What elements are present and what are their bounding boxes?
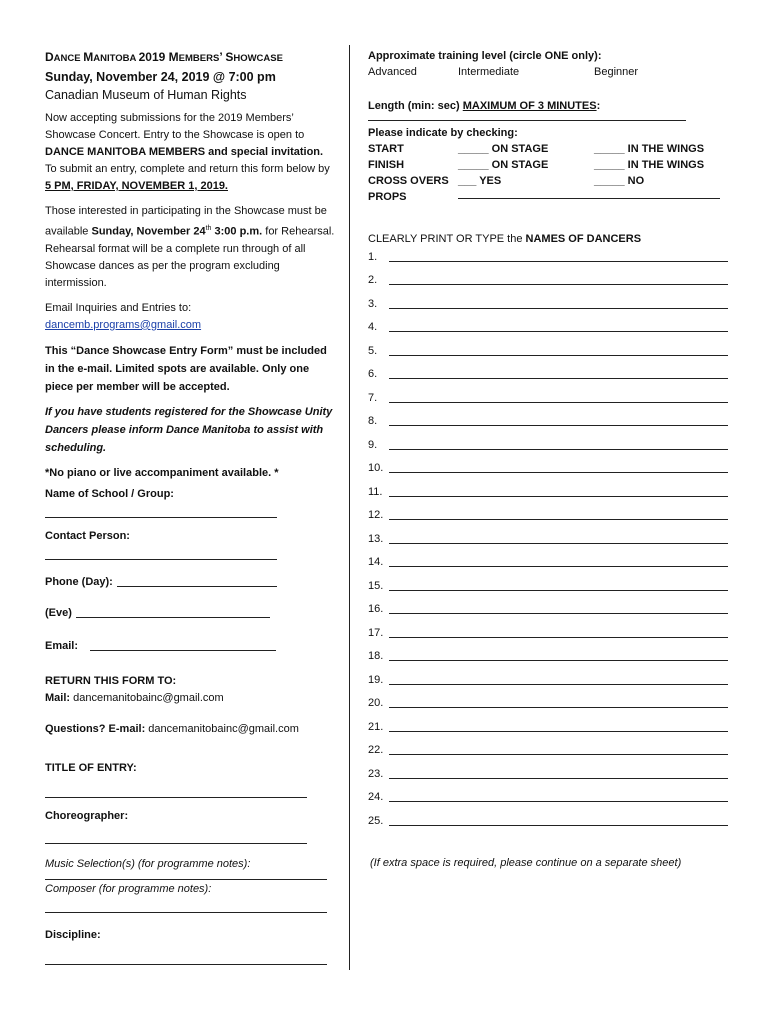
- event-venue: Canadian Museum of Human Rights: [45, 88, 247, 102]
- checking-grid: [368, 141, 728, 205]
- composer-field[interactable]: [45, 898, 327, 913]
- length-field[interactable]: [368, 114, 686, 121]
- dancer-row: [368, 805, 728, 829]
- props-field[interactable]: [458, 189, 720, 199]
- dancer-number: 8.: [368, 415, 378, 427]
- dancer-row: [368, 782, 728, 806]
- dancer-name-field[interactable]: [389, 462, 728, 473]
- right-column: [368, 48, 728, 871]
- dancer-list: [368, 241, 728, 829]
- dancer-name-field[interactable]: [389, 251, 728, 262]
- dancer-number: 4.: [368, 321, 378, 333]
- dancer-row: [368, 570, 728, 594]
- training-option-advanced[interactable]: Advanced: [368, 66, 417, 78]
- dancer-number: 1.: [368, 250, 378, 263]
- dancer-row: [368, 641, 728, 665]
- questions-value: dancemanitobainc@gmail.com: [145, 722, 299, 735]
- phone-day-label: Phone (Day):: [45, 575, 113, 588]
- dancer-row: [368, 711, 728, 735]
- dancer-row: [368, 758, 728, 782]
- finish-label: FINISH: [368, 159, 405, 171]
- title-part: 2019: [138, 50, 169, 64]
- school-label: Name of School / Group:: [45, 487, 174, 500]
- entry-title-label: TITLE OF ENTRY:: [45, 761, 137, 774]
- dancer-number: 15.: [368, 579, 384, 592]
- accompaniment-note: *No piano or live accompaniment available. *: [45, 466, 279, 479]
- dancer-name-field[interactable]: [389, 580, 728, 591]
- contact-field[interactable]: [45, 545, 277, 560]
- dancer-name-field[interactable]: [389, 556, 728, 567]
- training-option-beginner[interactable]: Beginner: [594, 66, 639, 78]
- form-inclusion-note: This “Dance Showcase Entry Form” must be included in the e-mail. Limited spots are available. Only one piece per member will be accepted.: [45, 344, 327, 393]
- phone-day-row: [45, 574, 335, 591]
- text: CLEARLY PRINT OR TYPE the: [368, 233, 526, 245]
- unity-dancers-note: If you have students registered for the Showcase Unity Dancers please inform Dance Manitoba to assist with scheduling.: [45, 405, 333, 454]
- column-divider: [349, 45, 350, 970]
- training-options: [368, 64, 728, 80]
- phone-day-field[interactable]: [117, 574, 277, 587]
- questions-label: Questions? E-mail:: [45, 722, 146, 735]
- music-field[interactable]: [45, 873, 327, 880]
- dancer-name-field[interactable]: [389, 721, 728, 732]
- dancer-number: 14.: [368, 556, 384, 568]
- form-title: [45, 48, 335, 68]
- dancer-name-field[interactable]: [389, 486, 728, 497]
- phone-eve-field[interactable]: [76, 605, 270, 618]
- dancer-name-field[interactable]: [389, 298, 728, 309]
- dancer-name-field[interactable]: [389, 650, 728, 661]
- dancer-row: [368, 453, 728, 477]
- finish-in-wings[interactable]: _____ IN THE WINGS: [594, 159, 705, 171]
- dancer-number: 9.: [368, 438, 378, 451]
- dancer-number: 16.: [368, 603, 384, 615]
- dancer-name-field[interactable]: [389, 815, 728, 826]
- start-in-wings[interactable]: _____ IN THE WINGS: [594, 143, 705, 155]
- text: Sunday, November 24: [91, 225, 206, 238]
- props-label: PROPS: [368, 191, 407, 203]
- title-part: S: [225, 50, 234, 64]
- dancer-number: 25.: [368, 814, 384, 827]
- dancer-number: 10.: [368, 462, 384, 474]
- mail-label: Mail:: [45, 691, 71, 704]
- email-link[interactable]: dancemb.programs@gmail.com: [45, 318, 202, 331]
- text: Those interested in participating in the Showcase must be available: [45, 205, 327, 238]
- start-label: START: [368, 143, 404, 155]
- cross-overs-yes[interactable]: ___ YES: [458, 175, 502, 187]
- start-on-stage[interactable]: _____ ON STAGE: [458, 143, 549, 155]
- dancer-name-field[interactable]: [389, 415, 728, 426]
- dancer-number: 21.: [368, 720, 384, 733]
- title-part: EMBERS: [178, 53, 220, 64]
- deadline: 5 PM, FRIDAY, NOVEMBER 1, 2019.: [45, 180, 228, 192]
- dancer-name-field[interactable]: [389, 345, 728, 356]
- mail-line: [45, 690, 335, 707]
- text: Length (min: sec): [368, 100, 463, 112]
- dancer-name-field[interactable]: [389, 321, 728, 332]
- dancer-name-field[interactable]: [389, 392, 728, 403]
- checking-label: Please indicate by checking:: [368, 127, 518, 139]
- dancer-name-field[interactable]: [389, 439, 728, 450]
- dancer-name-field[interactable]: [389, 533, 728, 544]
- text: Now accepting submissions for the 2019 Members’ Showcase Concert. Entry to the Showcase is open to: [45, 112, 305, 141]
- dancer-name-field[interactable]: [389, 603, 728, 614]
- dancer-number: 22.: [368, 744, 384, 756]
- title-part: M: [168, 50, 179, 64]
- dancer-name-field[interactable]: [389, 509, 728, 520]
- rehearsal-paragraph: [45, 203, 335, 292]
- training-option-intermediate[interactable]: Intermediate: [458, 66, 520, 78]
- dancer-row: [368, 617, 728, 641]
- dancer-row: [368, 359, 728, 383]
- choreographer-label: Choreographer:: [45, 809, 129, 822]
- school-field[interactable]: [45, 503, 277, 518]
- music-label: Music Selection(s) (for programme notes):: [45, 857, 251, 870]
- dancer-row: [368, 335, 728, 359]
- dancer-name-field[interactable]: [389, 627, 728, 638]
- discipline-field[interactable]: [45, 950, 327, 965]
- dancer-row: [368, 664, 728, 688]
- cross-overs-no[interactable]: _____ NO: [594, 175, 645, 187]
- text: MAXIMUM OF 3 MINUTES: [462, 100, 597, 112]
- title-part: M: [83, 50, 94, 64]
- dancer-name-field[interactable]: [389, 791, 728, 802]
- dancer-number: 11.: [368, 485, 383, 498]
- dancer-row: [368, 406, 728, 430]
- title-part: ’: [219, 50, 226, 64]
- dancer-number: 18.: [368, 650, 384, 662]
- dancer-row: [368, 429, 728, 453]
- dancer-number: 17.: [368, 626, 384, 639]
- intro-paragraph: [45, 110, 335, 195]
- dancer-name-field[interactable]: [389, 697, 728, 708]
- dancer-name-field[interactable]: [389, 674, 728, 685]
- title-part: ANITOBA: [93, 53, 139, 64]
- training-label: Approximate training level (circle ONE only):: [368, 50, 602, 62]
- mail-value: dancemanitobainc@gmail.com: [70, 691, 224, 704]
- finish-on-stage[interactable]: _____ ON STAGE: [458, 159, 549, 171]
- dancer-row: [368, 265, 728, 289]
- dancer-number: 2.: [368, 274, 378, 286]
- dancer-number: 5.: [368, 344, 378, 357]
- email-label: Email:: [45, 639, 79, 652]
- text: To submit an entry, complete and return this form below by: [45, 163, 330, 175]
- dancer-row: [368, 523, 728, 547]
- phone-eve-label: (Eve): [45, 606, 72, 619]
- dancer-row: [368, 547, 728, 571]
- dancer-row: [368, 688, 728, 712]
- dancer-row: [368, 476, 728, 500]
- left-column: [45, 48, 335, 965]
- dancer-name-field[interactable]: [389, 274, 728, 285]
- dancer-name-field[interactable]: [389, 768, 728, 779]
- length-label: [368, 98, 728, 114]
- dancer-row: [368, 312, 728, 336]
- dancer-name-field[interactable]: [389, 368, 728, 379]
- questions-line: [45, 721, 335, 738]
- dancer-number: 20.: [368, 697, 384, 709]
- choreographer-field[interactable]: [45, 829, 307, 844]
- dancer-number: 6.: [368, 368, 378, 380]
- text: 3:00 p.m.: [211, 225, 263, 238]
- text: DANCE MANITOBA MEMBERS and special invitation.: [45, 146, 324, 158]
- text: th: [205, 225, 212, 232]
- discipline-label: Discipline:: [45, 928, 101, 941]
- text: NAMES OF DANCERS: [525, 233, 642, 245]
- dancer-name-field[interactable]: [389, 744, 728, 755]
- title-part: D: [45, 50, 54, 64]
- dancer-number: 24.: [368, 791, 384, 803]
- email-field[interactable]: [90, 638, 276, 651]
- title-part: ANCE: [53, 53, 84, 64]
- composer-label: Composer (for programme notes):: [45, 882, 212, 895]
- extra-space-note: (If extra space is required, please continue on a separate sheet): [370, 856, 682, 869]
- phone-eve-row: [45, 605, 335, 622]
- dancer-row: [368, 382, 728, 406]
- email-inquiries-label: Email Inquiries and Entries to:: [45, 301, 192, 314]
- dancer-row: [368, 735, 728, 759]
- return-label: RETURN THIS FORM TO:: [45, 674, 177, 687]
- cross-overs-label: CROSS OVERS: [368, 175, 449, 187]
- dancer-number: 13.: [368, 532, 384, 545]
- event-date: Sunday, November 24, 2019 @ 7:00 pm: [45, 70, 276, 84]
- dancer-number: 19.: [368, 673, 384, 686]
- text: for Rehearsal. Rehearsal format will be a complete run through of all Showcase dances as per the program excluding intermission.: [45, 225, 335, 289]
- dancer-number: 23.: [368, 767, 384, 780]
- dancer-row: [368, 500, 728, 524]
- dancer-number: 12.: [368, 509, 384, 521]
- email-row: [45, 638, 335, 655]
- entry-title-field[interactable]: [45, 783, 307, 798]
- dancer-row: [368, 594, 728, 618]
- dancer-number: 3.: [368, 297, 378, 310]
- contact-label: Contact Person:: [45, 529, 130, 542]
- dancer-row: [368, 288, 728, 312]
- title-part: HOWCASE: [233, 53, 283, 64]
- dancer-number: 7.: [368, 391, 378, 404]
- text: :: [596, 100, 601, 112]
